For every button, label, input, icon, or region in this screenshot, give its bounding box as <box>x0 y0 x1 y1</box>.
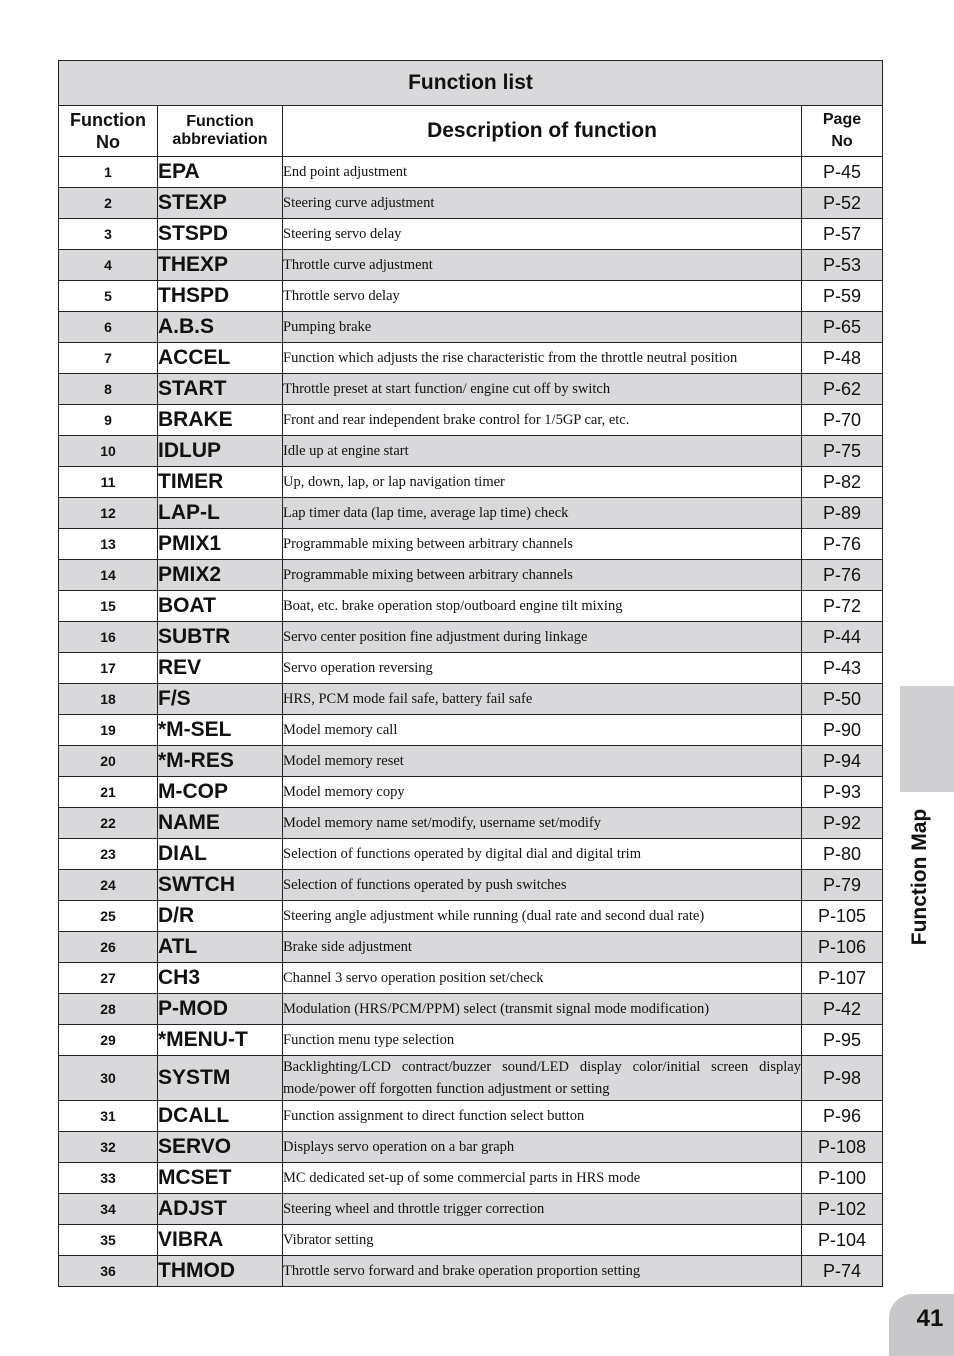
function-description-cell: Brake side adjustment <box>283 932 802 963</box>
page-no-cell: P-105 <box>802 901 883 932</box>
function-no-cell: 32 <box>59 1132 158 1163</box>
function-no-cell: 9 <box>59 405 158 436</box>
table-row <box>59 1225 883 1256</box>
function-no-cell: 4 <box>59 250 158 281</box>
function-description-cell: Throttle curve adjustment <box>283 250 802 281</box>
table-row <box>59 374 883 405</box>
page-no-cell: P-98 <box>802 1056 883 1101</box>
function-description-cell: Model memory copy <box>283 777 802 808</box>
page-no-cell: P-70 <box>802 405 883 436</box>
header-function-abbreviation: Function abbreviation <box>158 106 283 157</box>
function-no-cell: 20 <box>59 746 158 777</box>
table-row <box>59 777 883 808</box>
function-no-cell: 29 <box>59 1025 158 1056</box>
function-description-cell: Lap timer data (lap time, average lap time) check <box>283 498 802 529</box>
table-row <box>59 870 883 901</box>
function-description-cell: Pumping brake <box>283 312 802 343</box>
function-no-cell: 27 <box>59 963 158 994</box>
page-no-cell: P-107 <box>802 963 883 994</box>
function-abbreviation-cell: SYSTM <box>158 1056 283 1101</box>
function-description-cell: Vibrator setting <box>283 1225 802 1256</box>
function-description-cell: Servo operation reversing <box>283 653 802 684</box>
table-row <box>59 622 883 653</box>
page-no-cell: P-96 <box>802 1101 883 1132</box>
page-no-cell: P-62 <box>802 374 883 405</box>
function-description-cell: Programmable mixing between arbitrary channels <box>283 529 802 560</box>
table-row <box>59 219 883 250</box>
function-no-cell: 19 <box>59 715 158 746</box>
page-no-cell: P-93 <box>802 777 883 808</box>
table-row <box>59 715 883 746</box>
table-row <box>59 1101 883 1132</box>
table-row <box>59 1256 883 1287</box>
function-abbreviation-cell: LAP-L <box>158 498 283 529</box>
function-abbreviation-cell: PMIX2 <box>158 560 283 591</box>
function-abbreviation-cell: ACCEL <box>158 343 283 374</box>
function-description-cell: Steering curve adjustment <box>283 188 802 219</box>
function-no-cell: 18 <box>59 684 158 715</box>
function-no-cell: 22 <box>59 808 158 839</box>
table-row <box>59 529 883 560</box>
function-abbreviation-cell: TIMER <box>158 467 283 498</box>
header-function-no: Function No <box>59 106 158 157</box>
table-row <box>59 932 883 963</box>
function-no-cell: 25 <box>59 901 158 932</box>
function-abbreviation-cell: ATL <box>158 932 283 963</box>
function-no-cell: 13 <box>59 529 158 560</box>
page-no-cell: P-92 <box>802 808 883 839</box>
function-no-cell: 6 <box>59 312 158 343</box>
function-abbreviation-cell: *M-SEL <box>158 715 283 746</box>
page-no-cell: P-44 <box>802 622 883 653</box>
table-row <box>59 343 883 374</box>
table-row <box>59 498 883 529</box>
function-no-cell: 11 <box>59 467 158 498</box>
function-no-cell: 8 <box>59 374 158 405</box>
function-description-cell: Function assignment to direct function select button <box>283 1101 802 1132</box>
function-abbreviation-cell: *M-RES <box>158 746 283 777</box>
function-no-cell: 17 <box>59 653 158 684</box>
page-no-cell: P-57 <box>802 219 883 250</box>
function-description-cell: Displays servo operation on a bar graph <box>283 1132 802 1163</box>
function-abbreviation-cell: DIAL <box>158 839 283 870</box>
table-row <box>59 467 883 498</box>
function-abbreviation-cell: D/R <box>158 901 283 932</box>
function-no-cell: 36 <box>59 1256 158 1287</box>
page-no-cell: P-59 <box>802 281 883 312</box>
function-abbreviation-cell: IDLUP <box>158 436 283 467</box>
page-no-cell: P-72 <box>802 591 883 622</box>
table-row <box>59 188 883 219</box>
function-abbreviation-cell: *MENU-T <box>158 1025 283 1056</box>
function-description-cell: Boat, etc. brake operation stop/outboard engine tilt mixing <box>283 591 802 622</box>
table-row <box>59 839 883 870</box>
page-no-cell: P-45 <box>802 157 883 188</box>
function-abbreviation-cell: THEXP <box>158 250 283 281</box>
function-description-cell: Model memory call <box>283 715 802 746</box>
page-no-cell: P-80 <box>802 839 883 870</box>
function-no-cell: 33 <box>59 1163 158 1194</box>
table-row <box>59 1163 883 1194</box>
table-title: Function list <box>59 61 883 106</box>
function-abbreviation-cell: VIBRA <box>158 1225 283 1256</box>
function-description-cell: Model memory reset <box>283 746 802 777</box>
page-no-cell: P-95 <box>802 1025 883 1056</box>
function-abbreviation-cell: START <box>158 374 283 405</box>
page-no-cell: P-50 <box>802 684 883 715</box>
page-no-cell: P-75 <box>802 436 883 467</box>
function-abbreviation-cell: CH3 <box>158 963 283 994</box>
function-no-cell: 1 <box>59 157 158 188</box>
function-abbreviation-cell: BOAT <box>158 591 283 622</box>
table-row <box>59 250 883 281</box>
header-description: Description of function <box>283 106 802 157</box>
function-abbreviation-cell: P-MOD <box>158 994 283 1025</box>
page-no-cell: P-94 <box>802 746 883 777</box>
table-row <box>59 1025 883 1056</box>
table-row <box>59 405 883 436</box>
function-no-cell: 12 <box>59 498 158 529</box>
table-row <box>59 157 883 188</box>
table-title-row <box>59 61 883 106</box>
function-no-cell: 16 <box>59 622 158 653</box>
function-abbreviation-cell: BRAKE <box>158 405 283 436</box>
function-description-cell: Throttle servo delay <box>283 281 802 312</box>
page-no-cell: P-89 <box>802 498 883 529</box>
function-description-cell: Channel 3 servo operation position set/check <box>283 963 802 994</box>
side-tab-marker <box>900 686 954 792</box>
function-description-cell: HRS, PCM mode fail safe, battery fail safe <box>283 684 802 715</box>
function-abbreviation-cell: SERVO <box>158 1132 283 1163</box>
function-description-cell: Servo center position fine adjustment during linkage <box>283 622 802 653</box>
function-abbreviation-cell: REV <box>158 653 283 684</box>
function-no-cell: 7 <box>59 343 158 374</box>
function-no-cell: 15 <box>59 591 158 622</box>
page-no-cell: P-100 <box>802 1163 883 1194</box>
function-abbreviation-cell: SWTCH <box>158 870 283 901</box>
page-no-cell: P-43 <box>802 653 883 684</box>
function-no-cell: 34 <box>59 1194 158 1225</box>
function-abbreviation-cell: DCALL <box>158 1101 283 1132</box>
page-no-cell: P-48 <box>802 343 883 374</box>
function-no-cell: 2 <box>59 188 158 219</box>
function-no-cell: 3 <box>59 219 158 250</box>
function-description-cell: Selection of functions operated by digital dial and digital trim <box>283 839 802 870</box>
function-abbreviation-cell: NAME <box>158 808 283 839</box>
page-no-cell: P-52 <box>802 188 883 219</box>
function-abbreviation-cell: EPA <box>158 157 283 188</box>
function-abbreviation-cell: ADJST <box>158 1194 283 1225</box>
table-row <box>59 436 883 467</box>
side-section-label <box>886 802 954 952</box>
table-row <box>59 1132 883 1163</box>
function-no-cell: 21 <box>59 777 158 808</box>
function-description-cell: Programmable mixing between arbitrary channels <box>283 560 802 591</box>
table-body <box>59 157 883 1287</box>
table-row <box>59 653 883 684</box>
function-description-cell: Steering servo delay <box>283 219 802 250</box>
function-no-cell: 35 <box>59 1225 158 1256</box>
function-description-cell: MC dedicated set-up of some commercial parts in HRS mode <box>283 1163 802 1194</box>
function-abbreviation-cell: THMOD <box>158 1256 283 1287</box>
page-no-cell: P-106 <box>802 932 883 963</box>
side-section-label-text: Function Map <box>908 808 931 946</box>
page-no-cell: P-74 <box>802 1256 883 1287</box>
table-row <box>59 746 883 777</box>
table-row <box>59 901 883 932</box>
table-row <box>59 1056 883 1101</box>
function-description-cell: Steering wheel and throttle trigger correction <box>283 1194 802 1225</box>
table-row <box>59 281 883 312</box>
function-no-cell: 10 <box>59 436 158 467</box>
function-no-cell: 5 <box>59 281 158 312</box>
function-abbreviation-cell: THSPD <box>158 281 283 312</box>
table-row <box>59 591 883 622</box>
page-no-cell: P-76 <box>802 560 883 591</box>
page-no-cell: P-90 <box>802 715 883 746</box>
function-description-cell: Function menu type selection <box>283 1025 802 1056</box>
function-abbreviation-cell: M-COP <box>158 777 283 808</box>
header-page-no: Page No <box>802 106 883 157</box>
function-description-cell: Function which adjusts the rise characteristic from the throttle neutral position <box>283 343 802 374</box>
page-no-cell: P-108 <box>802 1132 883 1163</box>
page-no-cell: P-53 <box>802 250 883 281</box>
table-row <box>59 560 883 591</box>
page-number: 41 <box>916 1305 944 1332</box>
function-abbreviation-cell: STEXP <box>158 188 283 219</box>
function-abbreviation-cell: STSPD <box>158 219 283 250</box>
table-header-row <box>59 106 883 157</box>
function-no-cell: 23 <box>59 839 158 870</box>
table-row <box>59 312 883 343</box>
function-description-cell: Up, down, lap, or lap navigation timer <box>283 467 802 498</box>
function-list-table <box>58 60 883 1287</box>
function-description-cell: Backlighting/LCD contract/buzzer sound/LED display color/initial screen display mode/power off forgotten function adjustment or setting <box>283 1056 802 1101</box>
table-row <box>59 684 883 715</box>
function-no-cell: 31 <box>59 1101 158 1132</box>
function-description-cell: Idle up at engine start <box>283 436 802 467</box>
function-no-cell: 24 <box>59 870 158 901</box>
function-abbreviation-cell: F/S <box>158 684 283 715</box>
function-abbreviation-cell: MCSET <box>158 1163 283 1194</box>
table-row <box>59 994 883 1025</box>
function-abbreviation-cell: SUBTR <box>158 622 283 653</box>
function-description-cell: End point adjustment <box>283 157 802 188</box>
function-no-cell: 14 <box>59 560 158 591</box>
page-no-cell: P-104 <box>802 1225 883 1256</box>
function-description-cell: Throttle preset at start function/ engine cut off by switch <box>283 374 802 405</box>
function-description-cell: Throttle servo forward and brake operation proportion setting <box>283 1256 802 1287</box>
function-abbreviation-cell: PMIX1 <box>158 529 283 560</box>
function-no-cell: 28 <box>59 994 158 1025</box>
table-row <box>59 1194 883 1225</box>
table-row <box>59 808 883 839</box>
page-no-cell: P-76 <box>802 529 883 560</box>
page-no-cell: P-42 <box>802 994 883 1025</box>
function-description-cell: Steering angle adjustment while running (dual rate and second dual rate) <box>283 901 802 932</box>
page-no-cell: P-79 <box>802 870 883 901</box>
function-no-cell: 30 <box>59 1056 158 1101</box>
page-no-cell: P-65 <box>802 312 883 343</box>
function-description-cell: Selection of functions operated by push switches <box>283 870 802 901</box>
function-no-cell: 26 <box>59 932 158 963</box>
function-description-cell: Model memory name set/modify, username set/modify <box>283 808 802 839</box>
function-description-cell: Front and rear independent brake control for 1/5GP car, etc. <box>283 405 802 436</box>
page-no-cell: P-82 <box>802 467 883 498</box>
function-description-cell: Modulation (HRS/PCM/PPM) select (transmit signal mode modification) <box>283 994 802 1025</box>
function-abbreviation-cell: A.B.S <box>158 312 283 343</box>
page-no-cell: P-102 <box>802 1194 883 1225</box>
table-row <box>59 963 883 994</box>
